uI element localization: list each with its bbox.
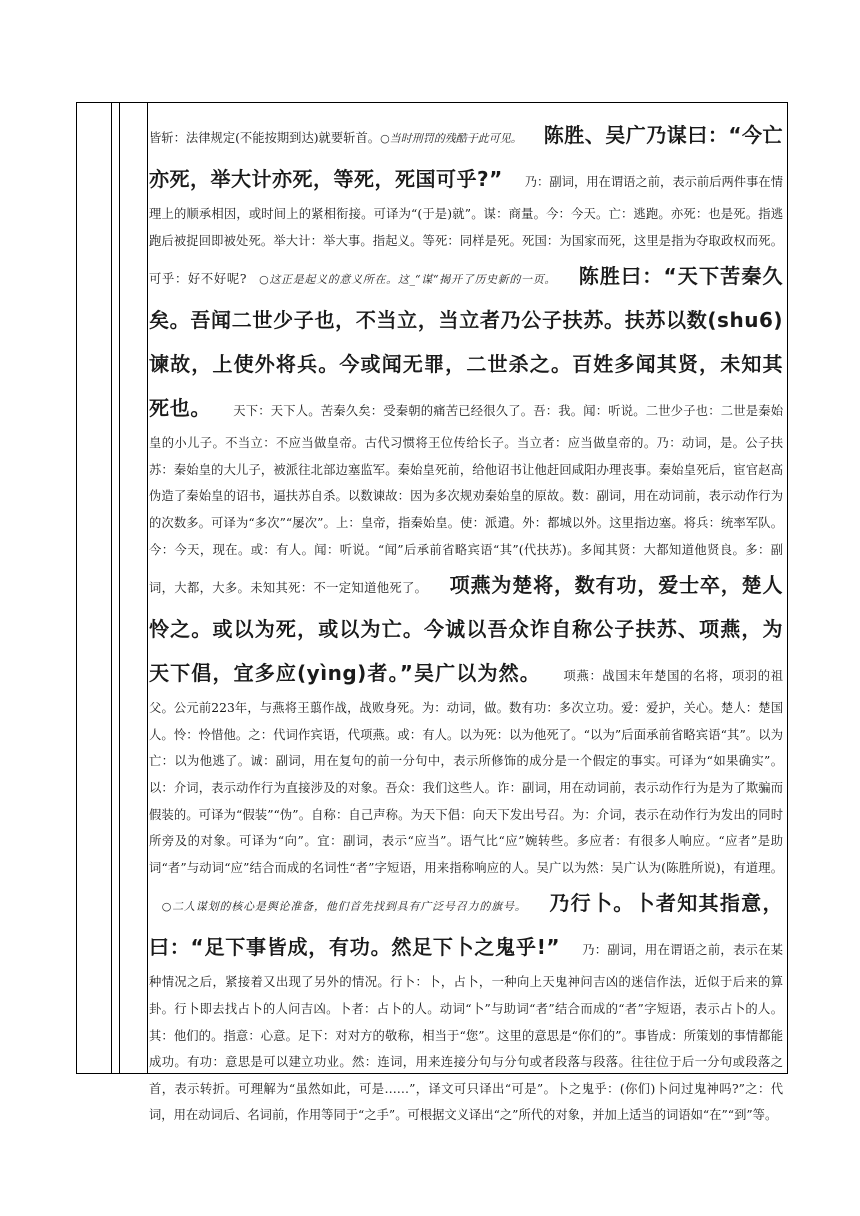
source-text-segment-4: 项燕为楚将，数有功，爱士卒，楚人怜之。或以为死，或以为亡。今诚以吾众诈自称公子扶苏、项燕，为天下倡，宜多应(yìng)者。”吴广以为然。 [149,573,783,686]
source-text-segment-2: 陈胜、吴广乃谋曰：“今亡亦死，举大计亦死，等死，死国可乎?” [149,123,783,191]
gloss-segment-1: 皆斩：法律规定(不能按期到达)就要斩首。 [149,131,381,145]
gloss-segment-5: 乃：副词，用在谓语之前，表示在某种情况之后，紧接着又出现了另外的情况。行卜：卜，占卜，一种向上天鬼神问吉凶的迷信作法，近似于后来的算卦。行卜即去找占卜的人问吉凶。卜者：占卜的人。动词“卜”与助词“者”结合而成的“者”字短语，表示占卜的人。其：他们的。指意：心意。足下：对对方的敬称，相当于“您”。这里的意思是“你们的”。事皆成：所策划的事情都能成功。有功：意思是可以建立功业。然：连词，用来连接分句与分句或者段落与段落。往往位于后一分句或段落之首，表示转折。可理解为“虽然如此，可是……”，译文可只译出“可是”。卜之鬼乎：(你们)卜问过鬼神吗?”之：代词，用在动词后、名词前，作用等同于“之手”。可根据文义译出“之”所代的对象，并加上适当的词语如“在”“到”等。 [149,943,783,1123]
column-divider-3 [147,103,148,1073]
table-frame [76,102,788,1123]
source-text-segment-3: 陈胜曰：“天下苦秦久矣。吾闻二世少子也，不当立，当立者乃公子扶苏。扶苏以数(shu6)谏故，上使外将兵。今或闻无罪，二世杀之。百姓多闻其贤，未知其死也。 [149,264,784,421]
column-divider-1 [111,103,112,1073]
column-divider-2 [119,103,120,1073]
passage-paragraph [149,113,783,1129]
source-text-segment-5: 乃行卜。卜者知其指意，曰：“足下事皆成，有功。然足下卜之鬼乎!” [149,891,783,960]
gloss-segment-2: 乃：副词，用在谓语之前，表示前后两件事在情理上的顺承相因，或时间上的紧相衔接。可译为“(于是)就”。谋：商量。今：今天。亡：逃跑。亦死：也是死。指逃跑后被捉回即被处死。举大计：举大事。指起义。等死：同样是死。死国：为国家而死，这里是指为夺取政权而死。可乎：好不好呢? [149,175,783,287]
gloss-segment-3: 天下：天下人。苦秦久矣：受秦朝的痛苦已经很久了。吾：我。闻：听说。二世少子也：二世是秦始皇的小儿子。不当立：不应当做皇帝。古代习惯将王位传给长子。当立者：应当做皇帝的。乃：动词，是。公子扶苏：秦始皇的大儿子，被派往北部边塞监军。秦始皇死前，给他诏书让他赶回咸阳办理丧事。秦始皇死后，宦官赵高伪造了秦始皇的诏书，逼扶苏自杀。以数谏故：因为多次规劝秦始皇的原故。数：副词，用在动词前，表示动作行为的次数多。可译为“多次”“屡次”。上：皇帝，指秦始皇。使：派遣。外：都城以外。这里指边塞。将兵：统率军队。今：今天，现在。或：有人。闻：听说。“闻”后承前省略宾语“其”(代扶苏)。多闻其贤：大都知道他贤良。多：副词，大都，大多。未知其死：不一定知道他死了。 [149,404,783,596]
editor-note-4: ○二人谋划的核心是舆论准备，他们首先找到具有广泛号召力的旗号。 [161,900,527,914]
annotated-passage [149,113,783,1129]
gloss-segment-4: 项燕：战国末年楚国的名将，项羽的祖父。公元前223年，与燕将王翦作战，战败身死。为：动词，做。数有功：多次立功。爱：爱护，关心。楚人：楚国人。怜：怜惜他。之：代词作宾语，代项燕。或：有人。以为死：以为他死了。“以为”后面承前省略宾语“其”。以为亡：以为他逃了。诚：副词，用在复句的前一分句中，表示所修饰的成分是一个假定的事实。可译为“如果确实”。以：介词，表示动作行为直接涉及的对象。吾众：我们这些人。诈：副词，用在动词前，表示动作行为是为了欺骗而假装的。可译为“假装”“伪”。自称：自己声称。为天下倡：向天下发出号召。为：介词，表示在动作行为发出的同时所旁及的对象。可译为“向”。宜：副词，表示“应当”。语气比“应”婉转些。多应者：有很多人响应。“应者”是助词“者”与动词“应”结合而成的名词性“者”字短语，用来指称响应的人。吴广以为然：吴广认为(陈胜所说)，有道理。 [149,669,783,875]
editor-note-2: ○这正是起义的意义所在。这_“谋“揭开了历史新的一页。 [258,273,557,287]
editor-note-1: ○当时刑罚的残酷于此可见。 [380,132,522,145]
